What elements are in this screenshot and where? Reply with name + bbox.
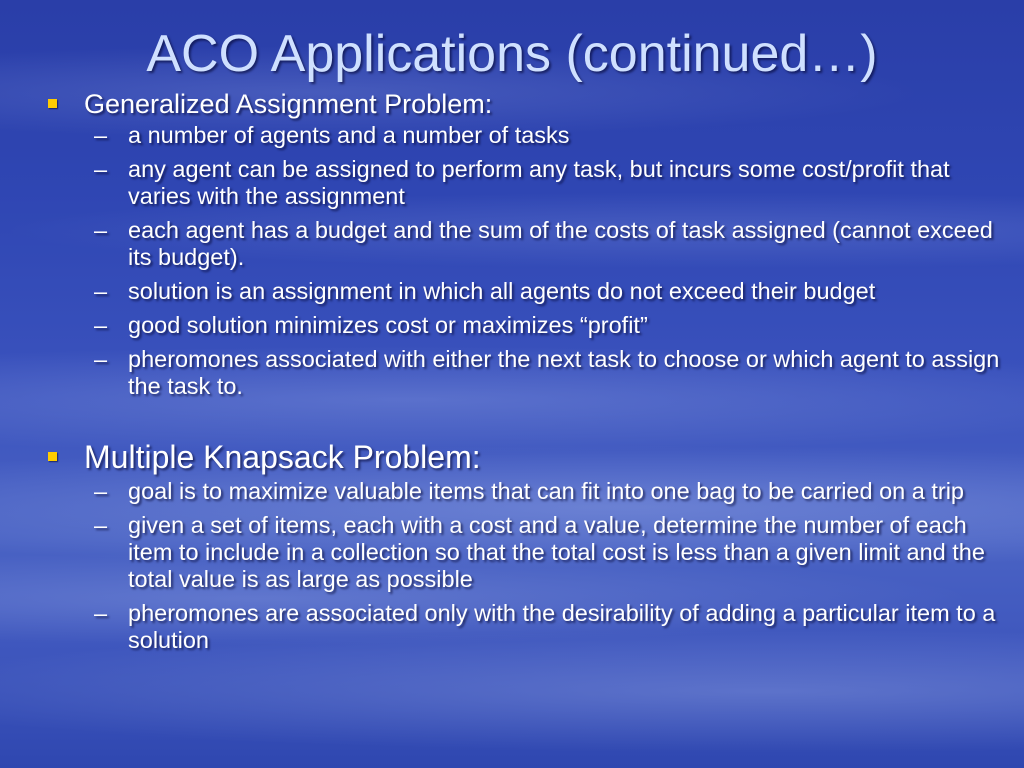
sub-bullet-text: each agent has a budget and the sum of the costs of task assigned (cannot exceed its budget). [128, 217, 993, 270]
dash-icon: – [94, 156, 108, 182]
sub-bullet-item [46, 600, 1006, 654]
dash-icon: – [94, 217, 108, 243]
sub-bullet-text: solution is an assignment in which all agents do not exceed their budget [128, 278, 876, 304]
dash-icon: – [94, 346, 108, 372]
sub-bullet-text: a number of agents and a number of tasks [128, 122, 570, 148]
sub-bullet-text: any agent can be assigned to perform any task, but incurs some cost/profit that varies with the assignment [128, 156, 950, 209]
section-generalized-assignment [46, 88, 1006, 400]
square-bullet-icon [48, 452, 57, 461]
sub-bullet-item [46, 156, 1006, 210]
bullet-heading-text: Generalized Assignment Problem: [84, 89, 493, 119]
sub-bullet-list [46, 122, 1006, 400]
dash-icon: – [94, 512, 108, 538]
sub-bullet-item [46, 478, 1006, 505]
dash-icon: – [94, 312, 108, 338]
dash-icon: – [94, 278, 108, 304]
bullet-heading-text: Multiple Knapsack Problem: [84, 439, 481, 475]
bullet-heading [46, 88, 1006, 120]
section-multiple-knapsack [46, 438, 1006, 654]
sub-bullet-item [46, 278, 1006, 305]
sub-bullet-item [46, 512, 1006, 593]
square-bullet-icon [48, 99, 57, 108]
sub-bullet-list [46, 478, 1006, 654]
sub-bullet-item [46, 122, 1006, 149]
bullet-heading [46, 438, 1006, 476]
dash-icon: – [94, 122, 108, 148]
dash-icon: – [94, 478, 108, 504]
sub-bullet-item [46, 217, 1006, 271]
sub-bullet-text: good solution minimizes cost or maximizes “profit” [128, 312, 648, 338]
sub-bullet-text: goal is to maximize valuable items that can fit into one bag to be carried on a trip [128, 478, 965, 504]
slide-title: ACO Applications (continued…) [146, 25, 878, 83]
sub-bullet-text: pheromones associated with either the next task to choose or which agent to assign the task to. [128, 346, 1000, 399]
sub-bullet-item [46, 346, 1006, 400]
slide-body [46, 88, 1006, 661]
sub-bullet-item [46, 312, 1006, 339]
sub-bullet-text: pheromones are associated only with the desirability of adding a particular item to a solution [128, 600, 996, 653]
sub-bullet-text: given a set of items, each with a cost and a value, determine the number of each item to include in a collection so that the total cost is less than a given limit and the total value is as large as possible [128, 512, 985, 592]
dash-icon: – [94, 600, 108, 626]
